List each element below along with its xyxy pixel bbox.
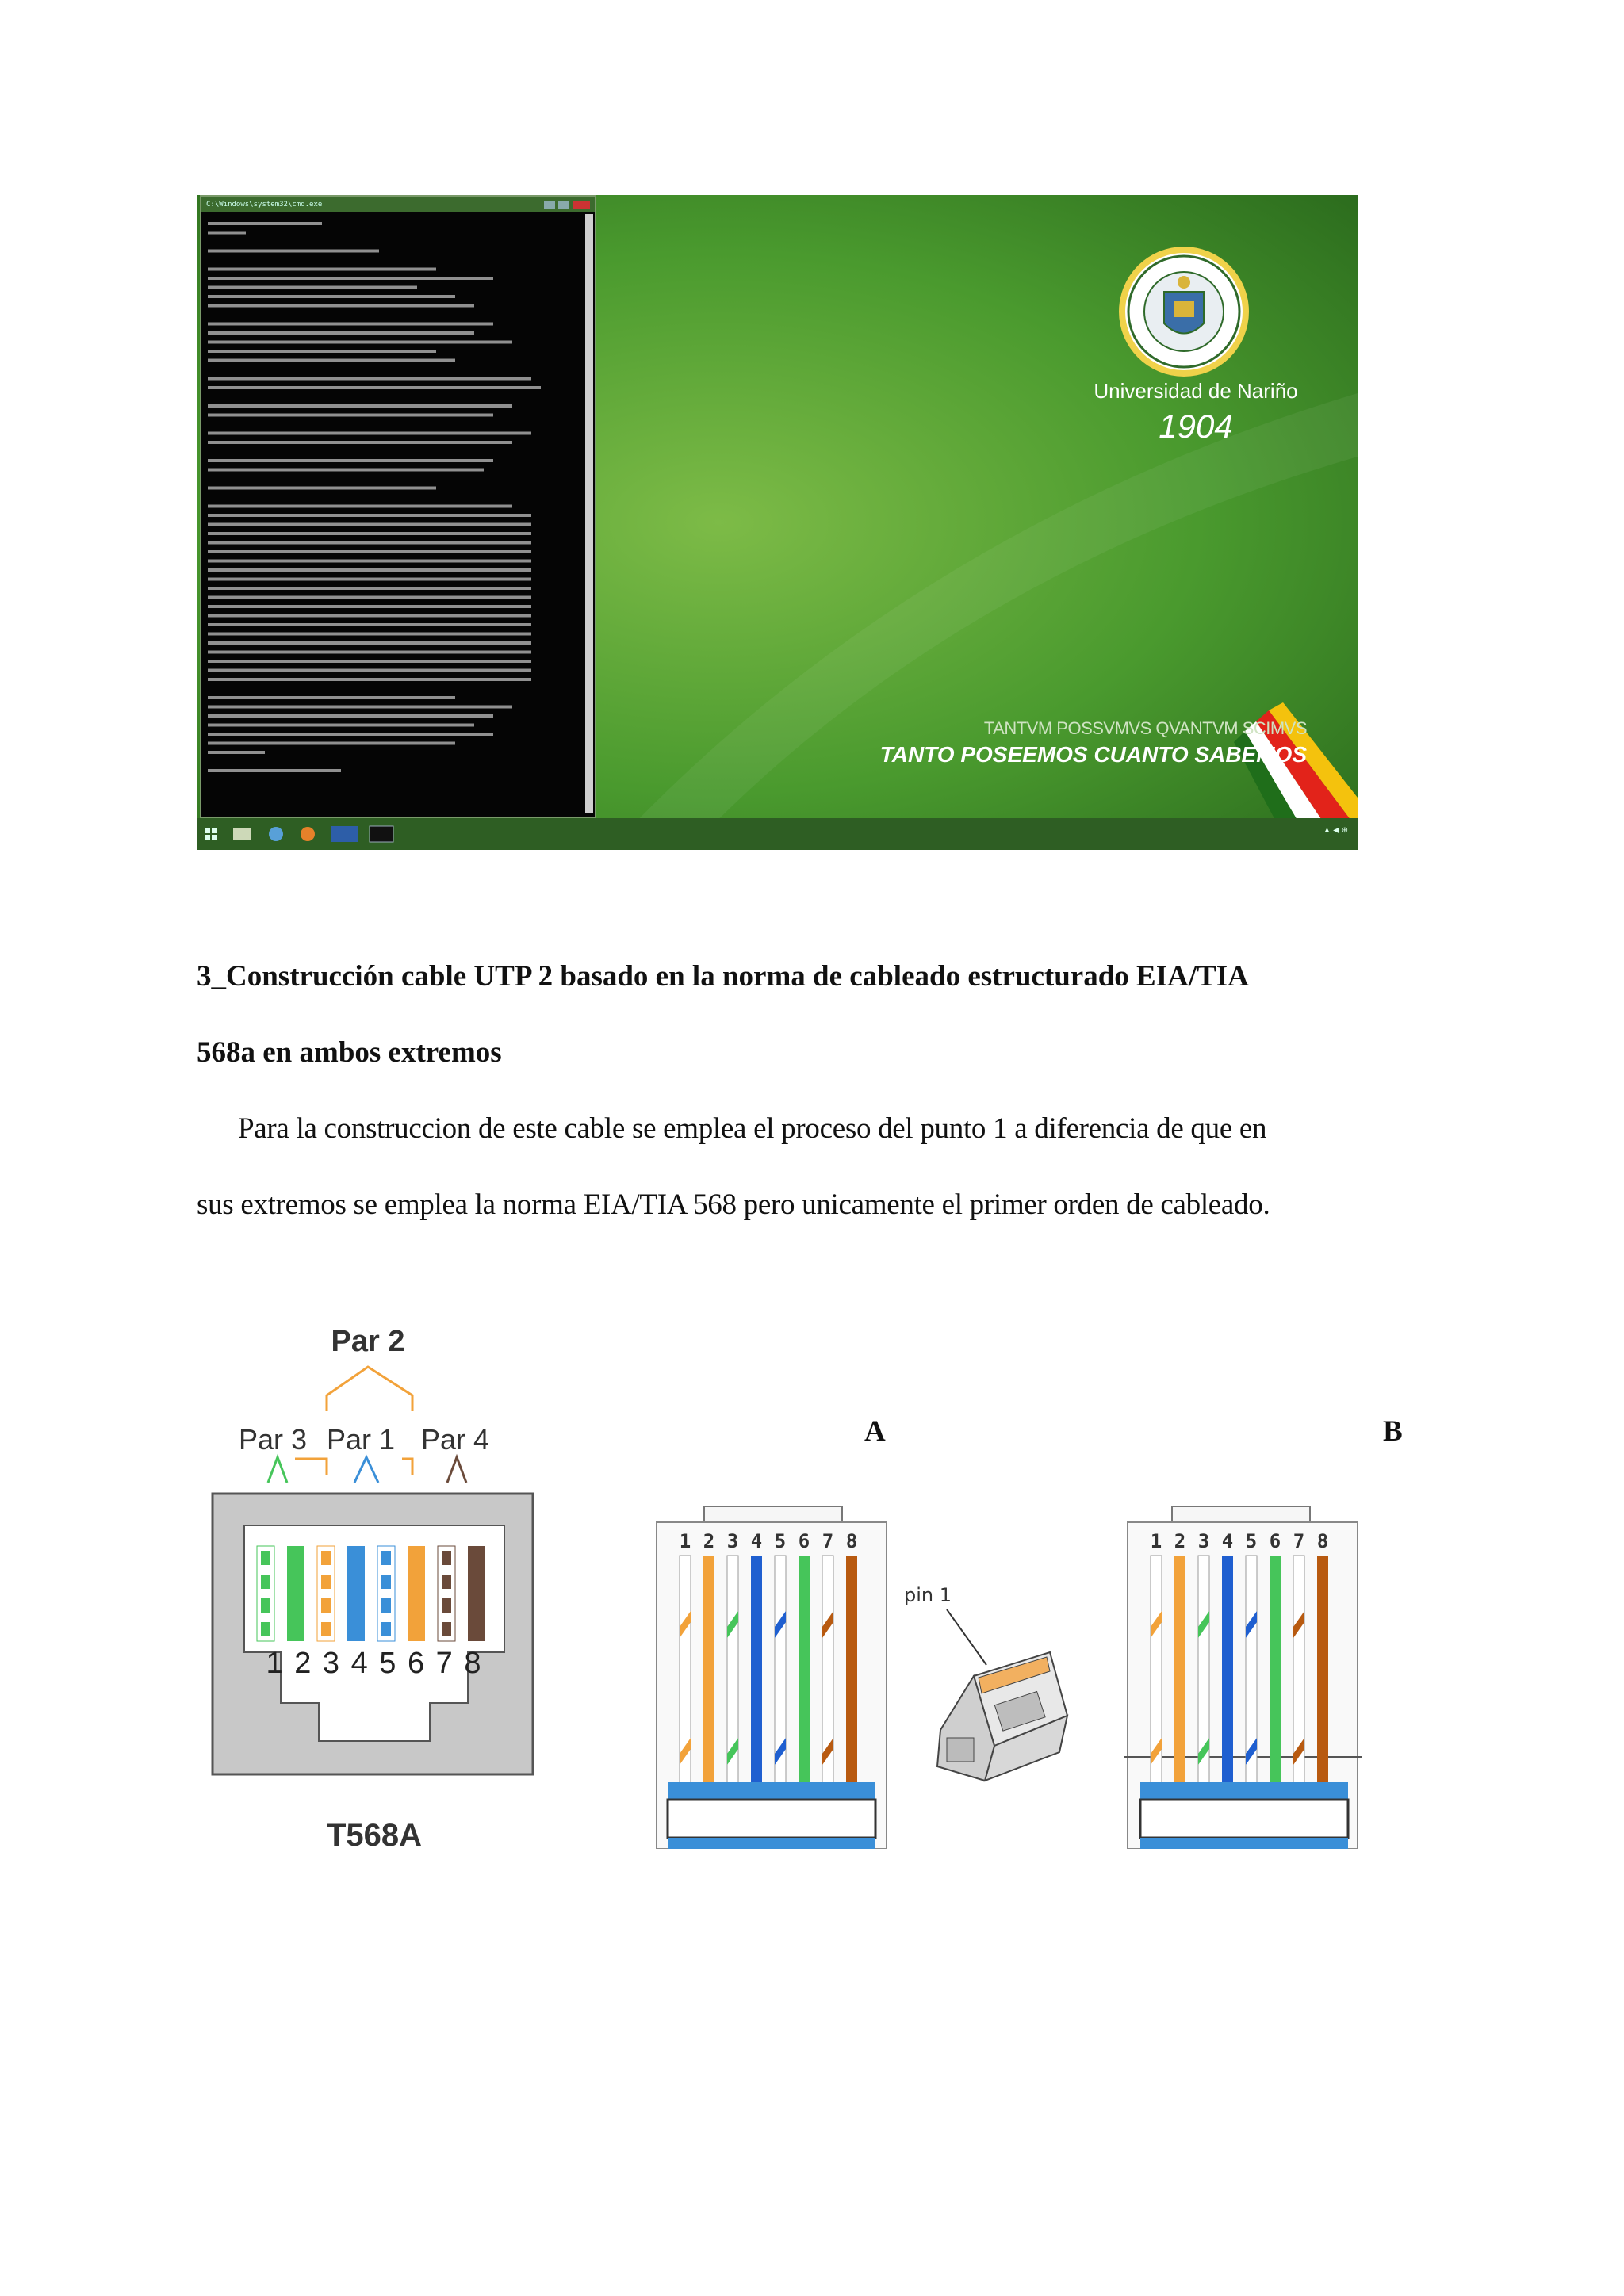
pin-number: 5 — [1245, 1530, 1258, 1552]
taskbar — [197, 818, 1358, 850]
console-line — [208, 323, 493, 326]
console-line — [208, 331, 474, 335]
paragraph-line-1: Para la construccion de este cable se emplea el proceso del punto 1 a diferencia de que en — [238, 1112, 1267, 1145]
par1-arrow — [354, 1457, 378, 1483]
console-line — [208, 250, 379, 253]
pin-number: 5 — [774, 1530, 787, 1552]
plug-b-diagram — [1124, 1500, 1362, 1849]
wire-stripe — [261, 1598, 270, 1613]
pin-number: 2 — [1174, 1530, 1186, 1552]
console-line — [208, 578, 531, 581]
plug-a-jacket — [668, 1782, 875, 1801]
pin-number: 1 — [1150, 1530, 1162, 1552]
console-line — [208, 669, 531, 672]
par2-bracket — [327, 1367, 412, 1411]
wire-stripe — [261, 1575, 270, 1589]
section-heading-line-1: 3_Construcción cable UTP 2 basado en la norma de cableado estructurado EIA/TIA — [197, 960, 1249, 993]
console-line — [208, 641, 531, 645]
plug-wire — [751, 1556, 762, 1785]
console-line — [208, 769, 341, 772]
console-line — [208, 286, 417, 289]
plug-a-diagram — [652, 1500, 890, 1849]
console-line — [208, 633, 531, 636]
pin-number: 7 — [822, 1530, 834, 1552]
ie-icon[interactable] — [269, 827, 283, 841]
par3-arrow — [268, 1457, 287, 1483]
section-heading-line-2: 568a en ambos extremos — [197, 1036, 502, 1069]
maximize-icon[interactable] — [558, 201, 569, 209]
pin-number: 4 — [1221, 1530, 1234, 1552]
wire-stripe — [381, 1575, 391, 1589]
wire-stripe — [261, 1622, 270, 1636]
pin-number: 3 — [1197, 1530, 1210, 1552]
firefox-icon[interactable] — [301, 827, 315, 841]
cmd-title: C:\Windows\system32\cmd.exe — [206, 201, 323, 209]
wire-stripe — [381, 1551, 391, 1565]
wire-stripe — [381, 1598, 391, 1613]
pin-number: 8 — [1316, 1530, 1329, 1552]
cmd-window[interactable] — [200, 195, 596, 818]
console-line — [208, 432, 531, 435]
start-icon[interactable] — [205, 828, 217, 840]
console-line — [208, 505, 512, 508]
console-line — [208, 596, 531, 599]
par4-arrow — [447, 1457, 466, 1483]
plug-b-label: B — [1383, 1415, 1403, 1448]
pin-number: 3 — [726, 1530, 739, 1552]
cmd-taskbar-icon[interactable] — [370, 826, 393, 842]
cmd-titlebar[interactable] — [201, 197, 595, 212]
console-line — [208, 377, 531, 381]
console-line — [208, 678, 531, 681]
pin-number: 2 — [703, 1530, 715, 1552]
plug-wire — [1222, 1556, 1233, 1785]
console-line — [208, 724, 474, 727]
console-line — [208, 469, 484, 472]
motto-spanish: TANTO POSEEMOS CUANTO SABEMOS — [879, 742, 1307, 767]
close-icon[interactable] — [573, 201, 590, 209]
console-line — [208, 304, 474, 308]
taskbar-icons — [197, 818, 435, 850]
console-line — [208, 651, 531, 654]
console-line — [208, 742, 455, 745]
console-line — [208, 614, 531, 618]
jack-wire — [347, 1546, 365, 1641]
console-line — [208, 295, 455, 298]
console-line — [208, 277, 493, 280]
console-output — [208, 217, 584, 815]
console-line — [208, 560, 531, 563]
console-line — [208, 696, 455, 699]
word-icon[interactable] — [331, 826, 358, 842]
wire-stripe — [381, 1622, 391, 1636]
console-line — [208, 341, 512, 344]
console-line — [208, 550, 531, 553]
jack-pin-numbers: 1 2 3 4 5 6 7 8 — [266, 1647, 483, 1680]
console-line — [208, 568, 531, 572]
plug-wire — [703, 1556, 714, 1785]
plug-a-crimp — [668, 1800, 875, 1838]
console-line — [208, 605, 531, 608]
par4-label: Par 4 — [420, 1423, 490, 1456]
console-line — [208, 459, 493, 462]
console-line — [208, 414, 493, 417]
pin-number: 8 — [845, 1530, 858, 1552]
console-line — [208, 660, 531, 663]
pin-number: 6 — [798, 1530, 810, 1552]
console-line — [208, 222, 322, 225]
console-line — [208, 751, 265, 754]
pin-number: 1 — [679, 1530, 691, 1552]
console-line — [208, 487, 436, 490]
plug-3d-icon — [891, 1582, 1082, 1797]
plug-wire — [1317, 1556, 1328, 1785]
console-line — [208, 404, 512, 408]
paragraph-line-2: sus extremos se emplea la norma EIA/TIA 568 pero unicamente el primer orden de cableado. — [197, 1188, 1270, 1221]
par3-label: Par 3 — [238, 1423, 308, 1456]
console-line — [208, 514, 531, 517]
wire-stripe — [321, 1598, 331, 1613]
wire-stripe — [442, 1575, 451, 1589]
wire-stripe — [321, 1551, 331, 1565]
university-year: 1904 — [1159, 408, 1233, 445]
plug-b-crimp — [1140, 1800, 1348, 1838]
wire-stripe — [442, 1551, 451, 1565]
pin1-label: pin 1 — [904, 1584, 952, 1606]
console-line — [208, 386, 541, 389]
console-line — [208, 706, 512, 709]
t568a-label: T568A — [326, 1818, 423, 1853]
motto-latin: TANTVM POSSVMVS QVANTVM SCIMVS — [983, 718, 1307, 738]
minimize-icon[interactable] — [544, 201, 555, 209]
jack-wire — [287, 1546, 304, 1641]
wire-stripe — [321, 1622, 331, 1636]
desktop-screenshot — [197, 195, 1358, 850]
plug-wire — [799, 1556, 810, 1785]
console-line — [208, 441, 512, 444]
plug-wire — [846, 1556, 857, 1785]
university-name: Universidad de Nariño — [1094, 379, 1298, 403]
console-line — [208, 714, 493, 718]
console-line — [208, 532, 531, 535]
par1-label: Par 1 — [326, 1423, 396, 1456]
jack-wire — [408, 1546, 425, 1641]
file-explorer-icon[interactable] — [233, 828, 251, 840]
wire-stripe — [321, 1575, 331, 1589]
plug-wire — [1270, 1556, 1281, 1785]
pin-number: 4 — [750, 1530, 763, 1552]
jack-wire — [468, 1546, 485, 1641]
console-line — [208, 359, 455, 362]
plug-a-label: A — [864, 1415, 886, 1448]
wire-stripe — [442, 1622, 451, 1636]
system-tray[interactable]: ▲ ◀ ⊕ — [1323, 826, 1348, 835]
console-line — [208, 587, 531, 590]
plug-wire — [1174, 1556, 1185, 1785]
university-seal-icon — [1116, 244, 1251, 379]
cmd-scrollbar[interactable] — [585, 214, 593, 813]
par2-label: Par 2 — [331, 1325, 405, 1358]
console-line — [208, 623, 531, 626]
t568a-jack-diagram — [200, 1316, 549, 1855]
wire-stripe — [442, 1598, 451, 1613]
pin-number: 7 — [1293, 1530, 1305, 1552]
console-line — [208, 268, 436, 271]
console-line — [208, 523, 531, 526]
console-line — [208, 350, 436, 353]
pin-number: 6 — [1269, 1530, 1281, 1552]
console-line — [208, 733, 493, 736]
console-line — [208, 541, 531, 545]
wire-stripe — [261, 1551, 270, 1565]
console-line — [208, 232, 246, 235]
plug-b-jacket — [1140, 1782, 1348, 1801]
